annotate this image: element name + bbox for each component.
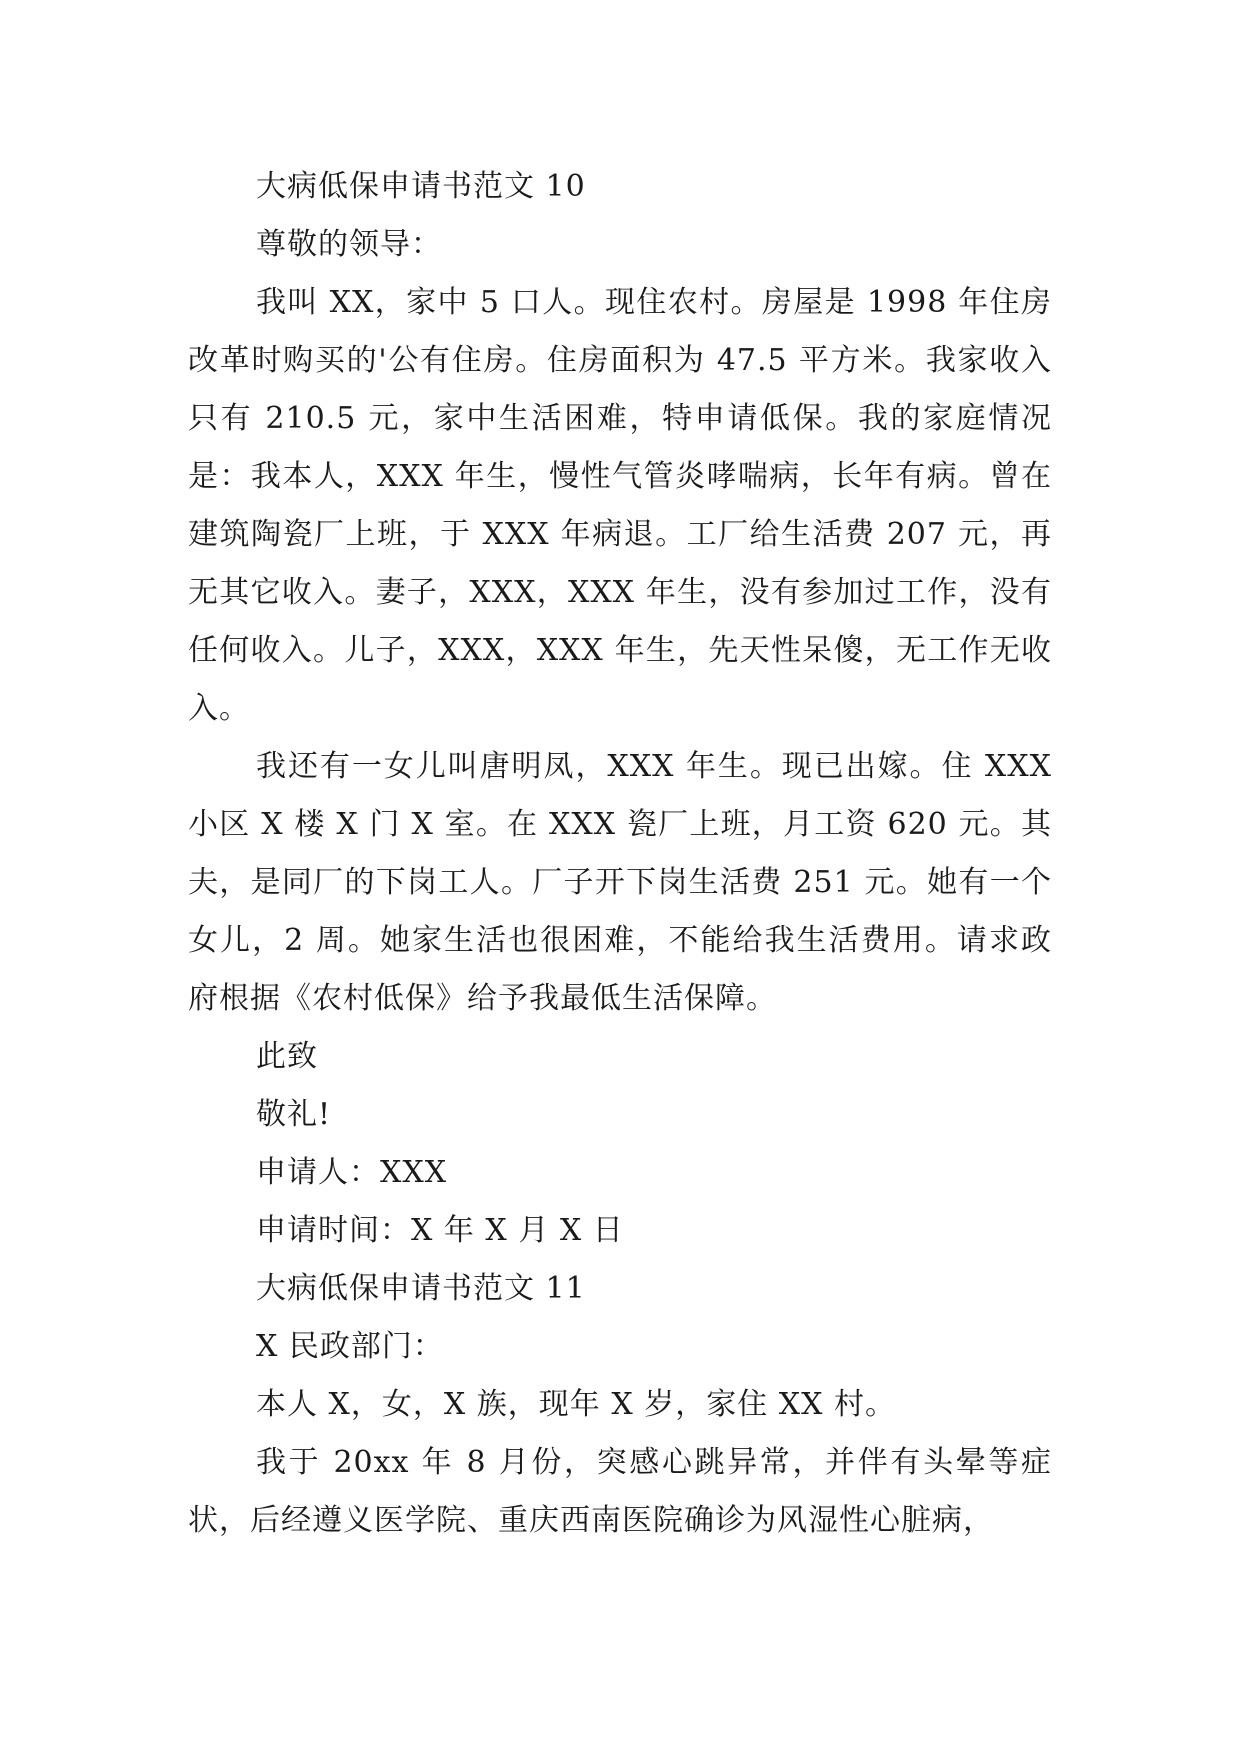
section-title-10: 大病低保申请书范文 10 <box>256 169 586 204</box>
body-paragraph-3: 本人 X，女，X 族，现年 X 岁，家住 XX 村。 <box>256 1387 897 1422</box>
recipient-line: X 民政部门： <box>256 1329 444 1364</box>
apply-date-line: 申请时间：X 年 X 月 X 日 <box>256 1213 624 1248</box>
closing-line-2: 敬礼! <box>256 1097 332 1132</box>
body-paragraph-2: 我还有一女儿叫唐明凤，XXX 年生。现已出嫁。住 XXX 小区 X 楼 X 门 X 室。在 XXX 瓷厂上班，月工资 620 元。其夫，是同厂的下岗工人。厂子开下岗生活费 251 元。她有一个女儿，2 周。她家生活也很困难，不能给我生活费用。请求政府根据《农村低保》给予我最低生活保障。 <box>188 749 1063 1016</box>
section-title-11: 大病低保申请书范文 11 <box>256 1271 586 1306</box>
document-page <box>188 158 1063 1550</box>
body-paragraph-4: 我于 20xx 年 8 月份，突感心跳异常，并伴有头晕等症状，后经遵义医学院、重庆西南医院确诊为风湿性心脏病， <box>188 1445 1052 1538</box>
salutation: 尊敬的领导： <box>256 227 442 262</box>
closing-line-1: 此致 <box>256 1039 318 1074</box>
applicant-line: 申请人：XXX <box>256 1155 448 1190</box>
body-paragraph-1: 我叫 XX，家中 5 口人。现住农村。房屋是 1998 年住房改革时购买的'公有住房。住房面积为 47.5 平方米。我家收入只有 210.5 元，家中生活困难，特申请低保。我的家庭情况是：我本人，XXX 年生，慢性气管炎哮喘病，长年有病。曾在建筑陶瓷厂上班，于 XXX 年病退。工厂给生活费 207 元，再无其它收入。妻子，XXX，XXX 年生，没有参加过工作，没有任何收入。儿子，XXX，XXX 年生，先天性呆傻，无工作无收入。 <box>188 285 1052 726</box>
